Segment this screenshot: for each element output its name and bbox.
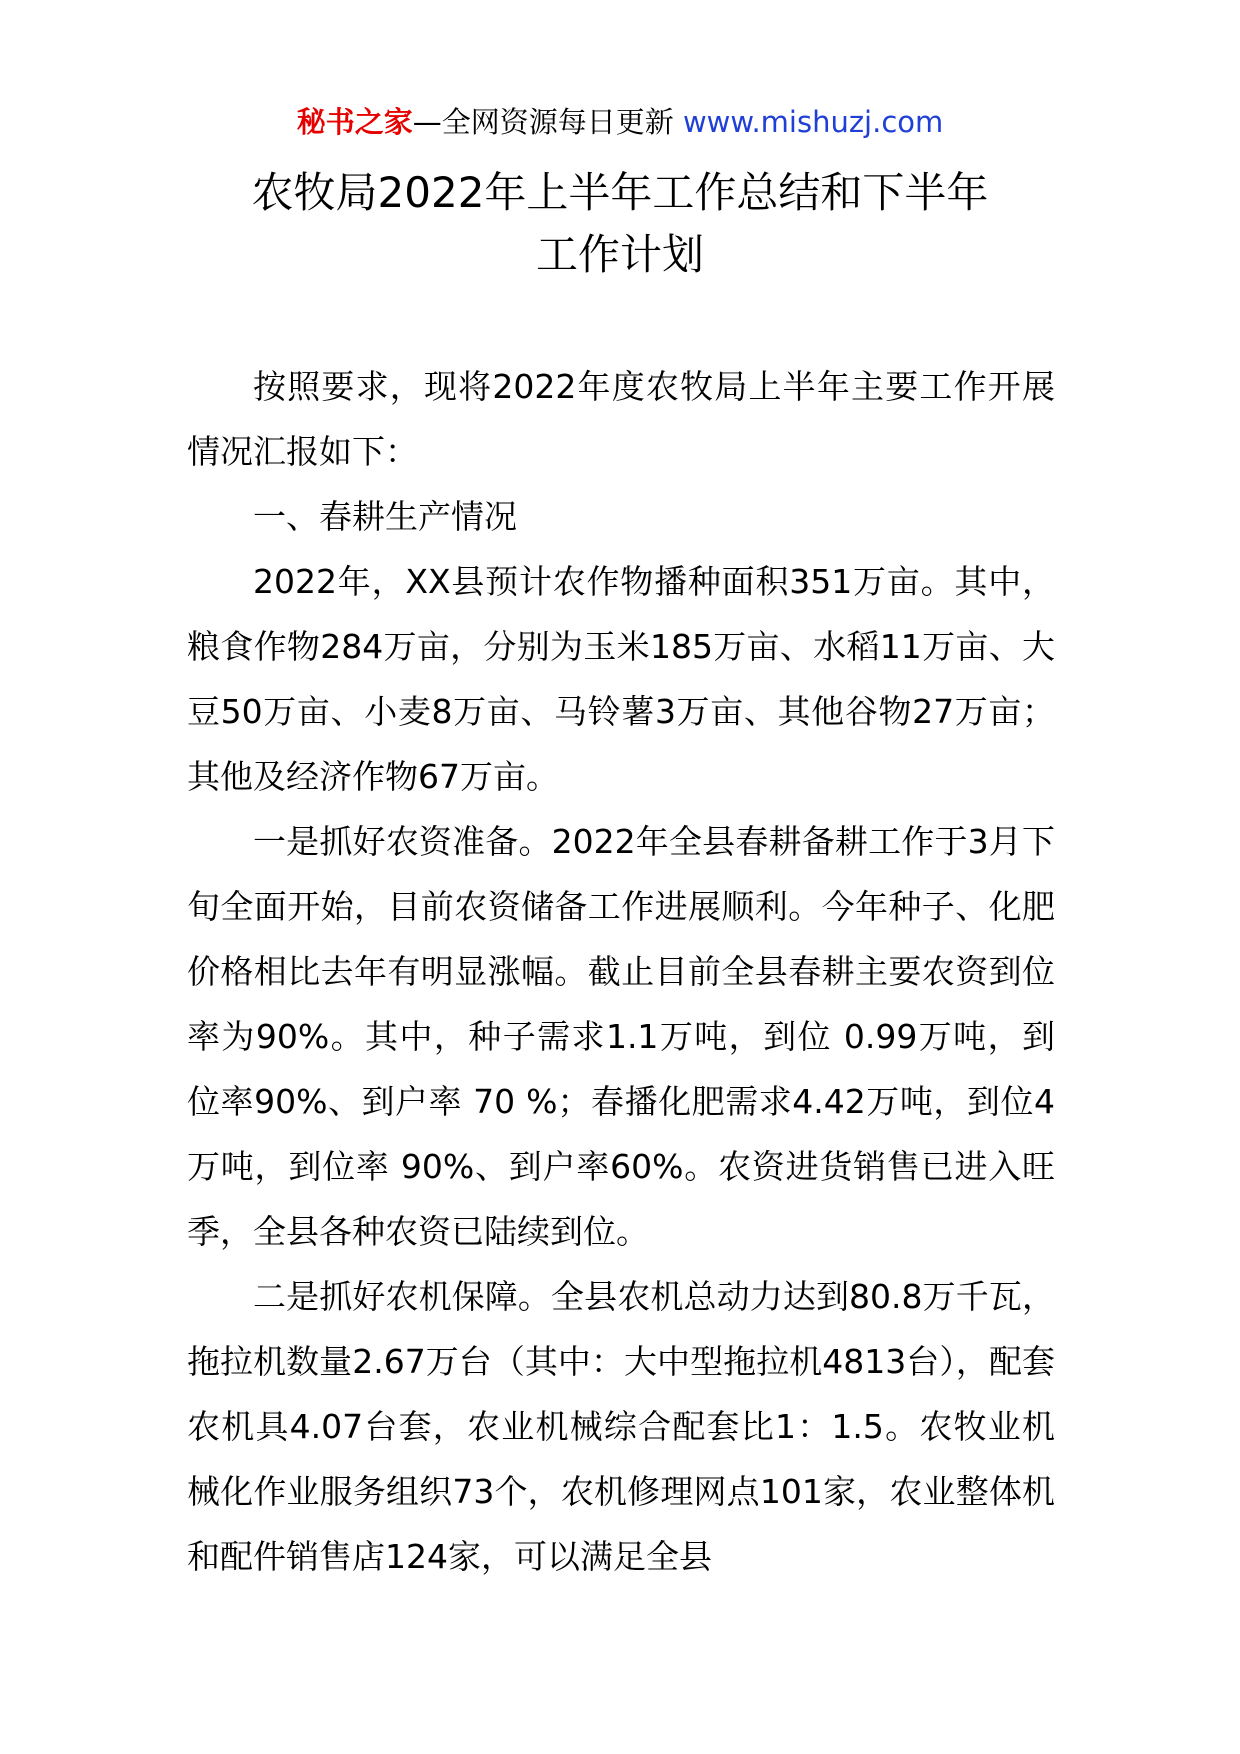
site-brand: 秘书之家 <box>296 105 413 139</box>
site-header <box>0 102 1240 142</box>
body-paragraph: 一是抓好农资准备。2022年全县春耕备耕工作于3月下旬全面开始，目前农资储备工作进展顺利。今年种子、化肥价格相比去年有明显涨幅。截止目前全县春耕主要农资到位率为90%。其中，种子需求1.1万吨，到位 0.99万吨，到位率90%、到户率 70 %；春播化肥需求4.42万吨，到位4万吨，到位率 90%、到户率60%。农资进货销售已进入旺季，全县各种农资已陆续到位。 <box>187 822 1055 1251</box>
site-url-link[interactable]: www.mishuzj.com <box>682 105 944 139</box>
section-heading: 一、春耕生产情况 <box>253 497 517 536</box>
title-line-1: 农牧局2022年上半年工作总结和下半年 <box>251 168 989 217</box>
body-paragraph: 二是抓好农机保障。全县农机总动力达到80.8万千瓦，拖拉机数量2.67万台（其中：大中型拖拉机4813台），配套农机具4.07台套，农业机械综合配套比1：1.5。农牧业机械化作业服务组织73个，农机修理网点101家，农业整体机和配件销售店124家，可以满足全县 <box>187 1277 1055 1576</box>
site-tagline: —全网资源每日更新 <box>412 105 674 139</box>
document-title <box>170 162 1070 286</box>
title-line-2: 工作计划 <box>535 230 704 279</box>
body-paragraph: 2022年，XX县预计农作物播种面积351万亩。其中，粮食作物284万亩，分别为玉米185万亩、水稻11万亩、大豆50万亩、小麦8万亩、马铃薯3万亩、其他谷物27万亩；其他及经济作物67万亩。 <box>187 562 1055 796</box>
intro-paragraph: 按照要求，现将2022年度农牧局上半年主要工作开展情况汇报如下： <box>187 367 1055 471</box>
document-body <box>187 354 1055 1589</box>
